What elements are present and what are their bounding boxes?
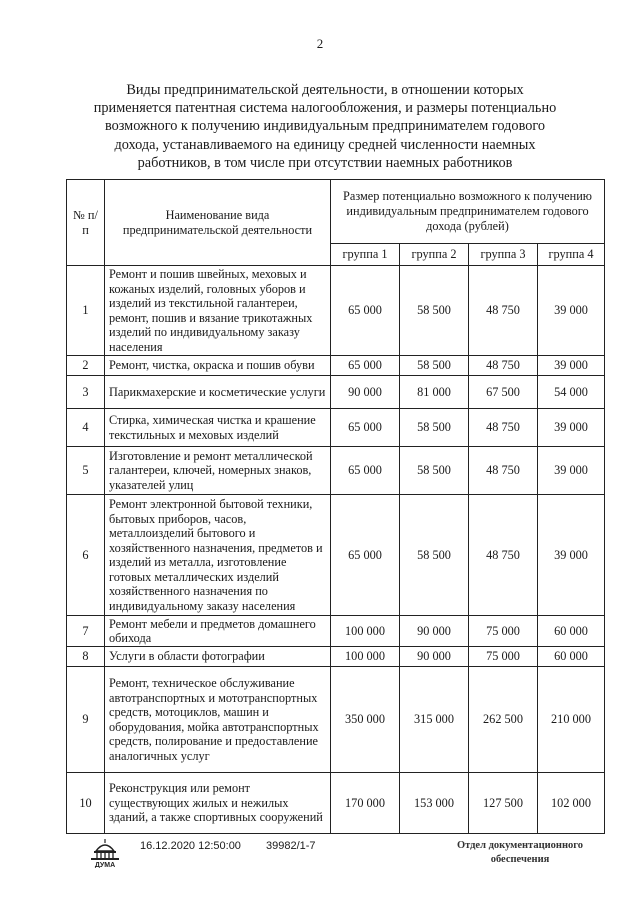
table-row xyxy=(67,773,605,834)
activity-name: Реконструкция или ремонт существующих жилых и нежилых зданий, а также спортивных сооружений xyxy=(105,773,331,834)
value-group-2: 58 500 xyxy=(400,356,469,376)
value-group-4: 39 000 xyxy=(538,409,605,447)
value-group-4: 102 000 xyxy=(538,773,605,834)
table-row xyxy=(67,356,605,376)
department-line: Отдел документационного xyxy=(456,840,584,851)
activity-name: Стирка, химическая чистка и крашение текстильных и меховых изделий xyxy=(105,409,331,447)
value-group-2: 58 500 xyxy=(400,409,469,447)
row-num: 2 xyxy=(67,356,105,376)
value-group-1: 65 000 xyxy=(331,266,400,356)
header-group-1: группа 1 xyxy=(331,244,400,266)
row-num: 3 xyxy=(67,376,105,409)
value-group-2: 58 500 xyxy=(400,447,469,495)
value-group-3: 48 750 xyxy=(469,495,538,616)
value-group-2: 153 000 xyxy=(400,773,469,834)
activities-table xyxy=(66,179,605,834)
title-line: Виды предпринимательской деятельности, в отношении которых xyxy=(126,82,524,98)
activity-name: Ремонт и пошив швейных, меховых и кожаных изделий, головных уборов и изделий из текстильной галантереи, ремонт, пошив и вязание трикотажных изделий по индивидуальному заказу населения xyxy=(105,266,331,356)
table-row xyxy=(67,409,605,447)
value-group-3: 75 000 xyxy=(469,647,538,667)
table-row xyxy=(67,266,605,356)
value-group-2: 315 000 xyxy=(400,667,469,773)
value-group-3: 127 500 xyxy=(469,773,538,834)
activity-name: Услуги в области фотографии xyxy=(105,647,331,667)
value-group-3: 48 750 xyxy=(469,356,538,376)
value-group-3: 48 750 xyxy=(469,266,538,356)
value-group-4: 210 000 xyxy=(538,667,605,773)
header-income-size: Размер потенциально возможного к получению индивидуальным предпринимателем годового дохода (рублей) xyxy=(331,180,605,244)
activity-name: Ремонт, чистка, окраска и пошив обуви xyxy=(105,356,331,376)
footer-department xyxy=(441,839,599,867)
header-num: № п/п xyxy=(67,180,105,266)
value-group-2: 58 500 xyxy=(400,266,469,356)
value-group-2: 58 500 xyxy=(400,495,469,616)
value-group-4: 60 000 xyxy=(538,616,605,647)
table-row xyxy=(67,447,605,495)
row-num: 1 xyxy=(67,266,105,356)
activity-name: Ремонт электронной бытовой техники, бытовых приборов, часов, металлоизделий бытового и хозяйственного назначения, предметов и изделий из металла, изготовление готовых металлических изделий хозяйственного назначения по индивидуальному заказу населения xyxy=(105,495,331,616)
value-group-4: 60 000 xyxy=(538,647,605,667)
value-group-4: 39 000 xyxy=(538,495,605,616)
header-group-2: группа 2 xyxy=(400,244,469,266)
row-num: 8 xyxy=(67,647,105,667)
table-row xyxy=(67,667,605,773)
activity-name: Изготовление и ремонт металлической галантереи, ключей, номерных знаков, указателей улиц xyxy=(105,447,331,495)
value-group-1: 65 000 xyxy=(331,495,400,616)
table-row xyxy=(67,495,605,616)
value-group-1: 90 000 xyxy=(331,376,400,409)
header-activity-name: Наименование вида предпринимательской деятельности xyxy=(105,180,331,266)
duma-logo-icon xyxy=(87,836,123,868)
title-line: применяется патентная система налогообложения, и размеры потенциально xyxy=(93,100,557,117)
activity-name: Ремонт мебели и предметов домашнего обихода xyxy=(105,616,331,647)
title-line: работников, в том числе при отсутствии наемных работников xyxy=(137,154,513,171)
header-group-4: группа 4 xyxy=(538,244,605,266)
value-group-1: 100 000 xyxy=(331,616,400,647)
value-group-4: 54 000 xyxy=(538,376,605,409)
document-title xyxy=(90,81,560,172)
table-row xyxy=(67,647,605,667)
value-group-2: 81 000 xyxy=(400,376,469,409)
footer-datetime: 16.12.2020 12:50:00 xyxy=(140,840,241,852)
row-num: 6 xyxy=(67,495,105,616)
value-group-1: 65 000 xyxy=(331,447,400,495)
row-num: 9 xyxy=(67,667,105,773)
value-group-2: 90 000 xyxy=(400,647,469,667)
value-group-1: 100 000 xyxy=(331,647,400,667)
page-number: 2 xyxy=(316,36,324,51)
table-row xyxy=(67,376,605,409)
value-group-3: 75 000 xyxy=(469,616,538,647)
footer-doc-id: 39982/1-7 xyxy=(266,840,316,852)
header-group-3: группа 3 xyxy=(469,244,538,266)
value-group-1: 65 000 xyxy=(331,409,400,447)
value-group-4: 39 000 xyxy=(538,447,605,495)
activity-name: Парикмахерские и косметические услуги xyxy=(105,376,331,409)
value-group-4: 39 000 xyxy=(538,356,605,376)
department-line: обеспечения xyxy=(490,854,550,865)
value-group-1: 350 000 xyxy=(331,667,400,773)
value-group-1: 65 000 xyxy=(331,356,400,376)
title-line: дохода, устанавливаемого на единицу средней численности наемных xyxy=(114,136,536,153)
logo-text: ДУМА xyxy=(94,862,116,868)
table-row xyxy=(67,616,605,647)
row-num: 7 xyxy=(67,616,105,647)
row-num: 5 xyxy=(67,447,105,495)
value-group-1: 170 000 xyxy=(331,773,400,834)
title-line: возможного к получению индивидуальным предпринимателем годового xyxy=(104,118,546,135)
value-group-3: 262 500 xyxy=(469,667,538,773)
value-group-3: 48 750 xyxy=(469,447,538,495)
row-num: 10 xyxy=(67,773,105,834)
row-num: 4 xyxy=(67,409,105,447)
value-group-3: 48 750 xyxy=(469,409,538,447)
value-group-4: 39 000 xyxy=(538,266,605,356)
activity-name: Ремонт, техническое обслуживание автотранспортных и мототранспортных средств, мотоциклов, машин и оборудования, мойка автотранспортных средств, полирование и предоставление аналогичных услуг xyxy=(105,667,331,773)
value-group-3: 67 500 xyxy=(469,376,538,409)
value-group-2: 90 000 xyxy=(400,616,469,647)
